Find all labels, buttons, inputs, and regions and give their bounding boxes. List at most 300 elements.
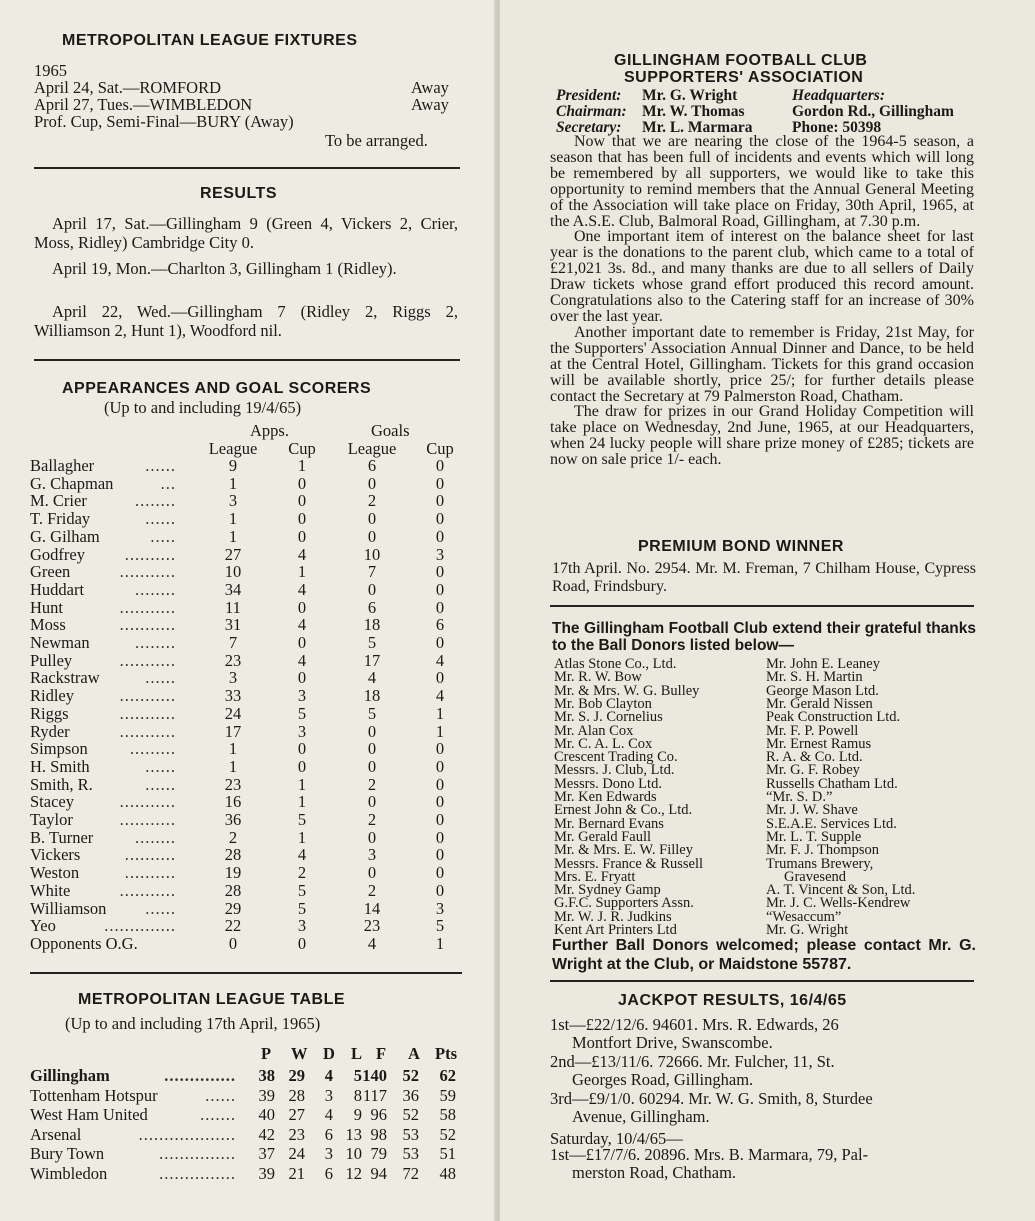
donor-name: George Mason Ltd.	[766, 682, 879, 699]
stat-cell: 0	[297, 491, 307, 511]
donor-name: S.E.A.E. Services Ltd.	[766, 815, 897, 832]
stat-cell: 0	[435, 668, 445, 688]
league-cell: 52	[439, 1124, 456, 1144]
leader-dots: ........	[135, 491, 176, 511]
stat-cell: 0	[297, 668, 307, 688]
stat-cell: 0	[435, 526, 445, 546]
stat-cell: 0	[435, 633, 445, 652]
league-cell: 5	[353, 1066, 362, 1085]
results-title: RESULTS	[200, 185, 277, 202]
stat-cell: 31	[224, 615, 242, 635]
stat-cell: 19	[224, 863, 242, 883]
donor-name: Mr. Sydney Gamp	[554, 882, 661, 899]
league-column-header: D	[323, 1044, 335, 1063]
leader-dots: ...........	[119, 562, 176, 582]
player-name: Taylor	[30, 810, 73, 829]
stat-cell: 17	[224, 721, 242, 741]
stat-cell: 29	[224, 898, 242, 918]
league-column-header: A	[408, 1044, 420, 1063]
league-cell: 37	[258, 1144, 275, 1164]
table-row	[0, 900, 496, 918]
column-header: League	[208, 439, 258, 458]
league-cell: 58	[439, 1105, 456, 1125]
table-row	[0, 581, 496, 599]
column-header: Cup	[288, 439, 316, 458]
donor-name: Messrs. France & Russell	[554, 855, 704, 872]
team-name: Tottenham Hotspur	[30, 1085, 158, 1105]
stat-cell: 1	[435, 933, 445, 953]
stat-cell: 1	[297, 774, 307, 794]
league-row	[0, 1165, 496, 1183]
stat-cell: 5	[297, 810, 307, 829]
divider	[550, 605, 974, 607]
stat-cell: 0	[435, 562, 445, 582]
league-column-header: W	[291, 1044, 308, 1063]
stat-cell: 2	[367, 810, 377, 829]
player-name: Ridley	[30, 686, 74, 706]
fixture-text: April 24, Sat.—ROMFORD	[34, 78, 222, 97]
stat-cell: 3	[228, 491, 238, 511]
stat-cell: 23	[224, 774, 242, 794]
donor-name: Crescent Trading Co.	[554, 749, 678, 766]
table-row	[0, 652, 496, 670]
stat-cell: 3	[367, 845, 377, 865]
officer-name: Mr. G. Wright	[642, 87, 738, 104]
stat-cell: 0	[297, 933, 307, 953]
stat-cell: 0	[367, 579, 377, 599]
stat-cell: 1	[297, 456, 307, 475]
stat-cell: 2	[297, 863, 307, 883]
stat-cell: 6	[367, 456, 377, 475]
stat-cell: 0	[297, 473, 307, 493]
officer-label: Headquarters:	[792, 87, 885, 104]
table-row	[0, 758, 496, 776]
fixture-venue: Away	[411, 78, 449, 97]
league-cell: 9	[353, 1105, 362, 1125]
donor-name: Mr. R. W. Bow	[554, 669, 642, 686]
donors-footer: Further Ball Donors welcomed; please contact Mr. G. Wright at the Club, or Maidstone 55787.	[552, 937, 976, 973]
leader-dots: ...............	[159, 1164, 236, 1183]
leader-dots: ........	[135, 579, 176, 599]
league-cell: 53	[402, 1124, 419, 1144]
donor-name: Mr. F. P. Powell	[766, 722, 859, 739]
stat-cell: 23	[224, 650, 242, 670]
player-name: Simpson	[30, 739, 88, 759]
leader-dots: ......	[205, 1085, 236, 1105]
stat-cell: 11	[225, 597, 241, 617]
table-row	[0, 510, 496, 528]
player-name: Smith, R.	[30, 774, 93, 794]
club-title-line1: GILLINGHAM FOOTBALL CLUB	[614, 52, 868, 69]
league-column-header: L	[351, 1044, 363, 1063]
stat-cell: 18	[363, 686, 381, 706]
column-header: League	[347, 439, 397, 458]
player-name: Stacey	[30, 792, 74, 812]
player-name: G. Chapman	[30, 473, 114, 493]
stat-cell: 3	[228, 668, 238, 688]
league-cell: 24	[288, 1144, 305, 1164]
stat-cell: 4	[297, 845, 307, 865]
stat-cell: 9	[228, 456, 238, 475]
leader-dots: ..............	[164, 1066, 236, 1085]
league-cell: 39	[258, 1164, 275, 1183]
league-cell: 13	[345, 1124, 362, 1144]
stat-cell: 1	[435, 703, 445, 723]
player-name: Yeo	[30, 916, 56, 936]
stat-cell: 1	[297, 562, 307, 582]
league-column-header: P	[261, 1044, 272, 1063]
premium-text: 17th April. No. 2954. Mr. M. Freman, 7 Chilham House, Cypress Road, Frindsbury.	[552, 560, 976, 595]
league-cell: 96	[370, 1105, 387, 1125]
club-paragraph: Now that we are nearing the close of the 1964-5 season, a season that has been full of incidents and events which will long be remembered by all supporters, we would like to take this opportunity to remind members that the Annual General Meeting of the Association will take place on Friday, 30th April, 1965, at the A.S.E. Club, Balmoral Road, Gillingham, at 7.30 p.m.	[550, 133, 974, 230]
leader-dots: ........	[135, 827, 176, 847]
stat-cell: 2	[367, 491, 377, 511]
player-name: B. Turner	[30, 827, 94, 847]
stat-cell: 6	[367, 597, 377, 617]
jackpot-line: 2nd—£13/11/6. 72666. Mr. Fulcher, 11, St.	[550, 1052, 835, 1071]
stat-cell: 0	[297, 633, 307, 652]
donor-name: Mr. Ken Edwards	[554, 789, 657, 805]
donor-name: Mr. S. H. Martin	[766, 669, 863, 686]
stat-cell: 22	[224, 916, 242, 936]
player-name: Green	[30, 562, 71, 582]
leader-dots: ........	[135, 633, 176, 652]
league-cell: 8	[353, 1085, 362, 1105]
stat-cell: 3	[297, 721, 307, 741]
table-row	[0, 616, 496, 634]
donor-name: Kent Art Printers Ltd	[554, 922, 677, 938]
apps-group-label: Apps.	[250, 421, 289, 440]
officer-label: Secretary:	[556, 119, 622, 136]
league-cell: 29	[288, 1066, 305, 1085]
league-cell: 52	[402, 1105, 419, 1125]
appearances-subtitle: (Up to and including 19/4/65)	[104, 398, 302, 417]
stat-cell: 4	[367, 668, 377, 688]
league-cell: 48	[439, 1164, 456, 1183]
stat-cell: 3	[435, 544, 445, 564]
result-item: April 19, Mon.—Charlton 3, Gillingham 1 (Ridley).	[52, 259, 397, 278]
stat-cell: 4	[297, 615, 307, 635]
donor-name: Messrs. Dono Ltd.	[554, 775, 662, 792]
league-row	[0, 1126, 496, 1144]
league-cell: 51	[439, 1144, 456, 1164]
league-cell: 36	[402, 1085, 419, 1105]
stat-cell: 1	[228, 526, 238, 546]
fixtures-title: METROPOLITAN LEAGUE FIXTURES	[62, 32, 358, 49]
league-cell: 10	[345, 1144, 362, 1164]
club-paragraph: Another important date to remember is Friday, 21st May, for the Supporters' Association Annual Dinner and Dance, to be held at the Central Hotel, Gillingham. Tickets for this grand occasion will be available shortly, price 25/; for further details please contact the Secretary at 79 Palmerston Road, Chatham.	[550, 323, 974, 405]
donor-name: Mr. J. W. Shave	[766, 802, 858, 819]
table-row	[0, 475, 496, 493]
player-name: Huddart	[30, 579, 85, 599]
stat-cell: 0	[435, 827, 445, 847]
saturday-line2: merston Road, Chatham.	[572, 1163, 737, 1182]
stat-cell: 23	[363, 916, 381, 936]
divider	[550, 980, 974, 982]
officer-detail: Gordon Rd., Gillingham	[792, 103, 954, 120]
donor-name: “Wesaccum”	[766, 908, 842, 925]
stat-cell: 5	[297, 880, 307, 900]
league-column-header: F	[376, 1044, 387, 1063]
jackpot-title: JACKPOT RESULTS, 16/4/65	[618, 992, 847, 1009]
fixtures-year: 1965	[34, 61, 67, 80]
league-cell: 6	[324, 1164, 333, 1183]
stat-cell: 0	[435, 597, 445, 617]
stat-cell: 0	[435, 756, 445, 776]
stat-cell: 4	[297, 650, 307, 670]
fixtures-note: To be arranged.	[325, 131, 428, 150]
stat-cell: 0	[435, 473, 445, 493]
stat-cell: 0	[367, 473, 377, 493]
table-row	[0, 811, 496, 829]
player-name: Riggs	[30, 703, 69, 723]
leader-dots: ...........	[119, 721, 176, 741]
jackpot-line: 1st—£22/12/6. 94601. Mrs. R. Edwards, 26	[550, 1015, 839, 1034]
donor-name: Mr. G. Wright	[766, 922, 849, 938]
leader-dots: .........	[129, 739, 176, 759]
stat-cell: 5	[297, 898, 307, 918]
stat-cell: 17	[363, 650, 381, 670]
league-cell: 38	[258, 1066, 275, 1085]
table-row	[0, 528, 496, 546]
donor-name: Mr. L. T. Supple	[766, 828, 862, 845]
leader-dots: ......	[145, 898, 176, 918]
league-cell: 4	[324, 1066, 333, 1085]
league-cell: 52	[402, 1066, 419, 1085]
player-name: Moss	[30, 615, 66, 635]
stat-cell: 1	[228, 509, 238, 529]
league-row	[0, 1067, 496, 1085]
stat-cell: 0	[435, 456, 445, 475]
leader-dots: ...........	[119, 703, 176, 723]
player-name: Pulley	[30, 650, 73, 670]
donor-name: Mr. W. J. R. Judkins	[554, 908, 672, 925]
table-row	[0, 599, 496, 617]
league-cell: 72	[402, 1164, 419, 1183]
donor-name: Peak Construction Ltd.	[766, 709, 901, 726]
team-name: Bury Town	[30, 1144, 105, 1164]
stat-cell: 3	[297, 916, 307, 936]
stat-cell: 27	[224, 544, 242, 564]
officer-name: Mr. L. Marmara	[642, 119, 753, 136]
player-name: White	[30, 880, 71, 900]
stat-cell: 0	[435, 509, 445, 529]
right-page	[500, 0, 1035, 1221]
leader-dots: ..........	[124, 845, 176, 865]
stat-cell: 5	[367, 703, 377, 723]
player-name: Ballagher	[30, 456, 95, 475]
league-cell: 140	[362, 1066, 387, 1085]
stat-cell: 24	[224, 703, 242, 723]
player-name: T. Friday	[30, 509, 91, 529]
donor-name: R. A. & Co. Ltd.	[766, 749, 863, 766]
stat-cell: 3	[297, 686, 307, 706]
league-cell: 40	[258, 1105, 275, 1125]
table-row	[0, 740, 496, 758]
leader-dots: ...........	[119, 880, 176, 900]
stat-cell: 0	[435, 774, 445, 794]
team-name: Gillingham	[30, 1066, 110, 1085]
stat-cell: 1	[435, 721, 445, 741]
donor-name: Mr. C. A. L. Cox	[554, 735, 653, 752]
league-cell: 3	[324, 1085, 333, 1105]
leader-dots: ......	[145, 774, 176, 794]
table-row	[0, 546, 496, 564]
leader-dots: ......	[145, 456, 176, 475]
player-name: Godfrey	[30, 544, 85, 564]
donor-name: Mr. Ernest Ramus	[766, 735, 872, 752]
donor-name: Mr. Bob Clayton	[554, 695, 652, 712]
club-title-line2: SUPPORTERS' ASSOCIATION	[624, 69, 864, 86]
stat-cell: 16	[224, 792, 242, 812]
stat-cell: 18	[363, 615, 381, 635]
stat-cell: 5	[435, 916, 445, 936]
stat-cell: 0	[297, 739, 307, 759]
player-name: Opponents O.G.	[30, 933, 138, 953]
donor-name: Mr. Gerald Faull	[554, 828, 652, 845]
leader-dots: ..........	[124, 544, 176, 564]
table-row	[0, 829, 496, 847]
league-cell: 42	[258, 1124, 275, 1144]
donor-name: Messrs. J. Club, Ltd.	[554, 762, 675, 779]
donor-name: A. T. Vincent & Son, Ltd.	[766, 882, 916, 899]
leader-dots: ...............	[159, 1144, 236, 1164]
table-row	[0, 687, 496, 705]
jackpot-line: Georges Road, Gillingham.	[572, 1070, 754, 1089]
stat-cell: 0	[297, 756, 307, 776]
player-name: Newman	[30, 633, 90, 652]
league-cell: 4	[324, 1105, 333, 1125]
league-cell: 27	[288, 1105, 305, 1125]
divider	[34, 167, 460, 169]
league-cell: 6	[324, 1124, 333, 1144]
donor-name: G.F.C. Supporters Assn.	[554, 895, 694, 912]
result-item: April 17, Sat.—Gillingham 9 (Green 4, Vickers 2, Crier, Moss, Ridley) Cambridge City 0.	[34, 214, 458, 252]
player-name: Ryder	[30, 721, 70, 741]
leader-dots: ......	[145, 668, 176, 688]
league-cell: 62	[439, 1066, 456, 1085]
table-row	[0, 634, 496, 652]
table-row	[0, 776, 496, 794]
league-row	[0, 1087, 496, 1105]
jackpot-line: Avenue, Gillingham.	[572, 1107, 710, 1126]
leader-dots: ...................	[138, 1124, 236, 1144]
stat-cell: 2	[367, 880, 377, 900]
stat-cell: 0	[297, 526, 307, 546]
stat-cell: 4	[435, 650, 445, 670]
player-name: M. Crier	[30, 491, 87, 511]
league-cell: 79	[370, 1144, 387, 1164]
stat-cell: 0	[435, 491, 445, 511]
stat-cell: 0	[435, 792, 445, 812]
stat-cell: 0	[435, 863, 445, 883]
premium-text-box	[552, 560, 976, 596]
stat-cell: 7	[367, 562, 377, 582]
stat-cell: 0	[297, 509, 307, 529]
team-name: Arsenal	[30, 1124, 82, 1144]
leader-dots: .......	[200, 1105, 236, 1125]
leader-dots: .....	[150, 526, 176, 546]
stat-cell: 0	[367, 509, 377, 529]
donor-name: Russells Chatham Ltd.	[766, 775, 898, 792]
stat-cell: 4	[435, 686, 445, 706]
officer-detail: Phone: 50398	[792, 119, 882, 136]
club-text	[550, 134, 974, 468]
stat-cell: 5	[367, 633, 377, 652]
appearances-title: APPEARANCES AND GOAL SCORERS	[62, 380, 372, 397]
player-name: Vickers	[30, 845, 81, 865]
leader-dots: ...........	[119, 615, 176, 635]
league-cell: 98	[370, 1124, 387, 1144]
stat-cell: 0	[367, 792, 377, 812]
league-table-subtitle: (Up to and including 17th April, 1965)	[65, 1014, 321, 1033]
stat-cell: 10	[224, 562, 242, 582]
league-cell: 53	[402, 1144, 419, 1164]
donor-name: Mr. Bernard Evans	[554, 815, 664, 832]
stat-cell: 0	[367, 827, 377, 847]
leader-dots: ...........	[119, 810, 176, 829]
fixture-text: April 27, Tues.—WIMBLEDON	[34, 95, 253, 114]
table-row	[0, 846, 496, 864]
donor-name: Gravesend	[784, 868, 847, 885]
leader-dots: ...........	[119, 650, 176, 670]
divider	[30, 972, 462, 974]
donor-name: Mr. & Mrs. W. G. Bulley	[554, 682, 700, 699]
stat-cell: 0	[367, 756, 377, 776]
stat-cell: 1	[228, 473, 238, 493]
result-item: April 22, Wed.—Gillingham 7 (Ridley 2, Riggs 2, Williamson 2, Hunt 1), Woodford nil.	[34, 302, 458, 340]
donor-name: Mr. G. F. Robey	[766, 762, 860, 779]
leader-dots: ......	[145, 509, 176, 529]
goals-group-label: Goals	[371, 421, 410, 440]
league-cell: 21	[288, 1164, 305, 1183]
officer-label: Chairman:	[556, 103, 627, 120]
player-name: G. Gilham	[30, 526, 100, 546]
left-page	[0, 0, 496, 1221]
donor-name: Ernest John & Co., Ltd.	[554, 802, 693, 819]
league-cell: 117	[362, 1085, 387, 1105]
player-name: Rackstraw	[30, 668, 100, 688]
donor-name: Mr. S. J. Cornelius	[554, 709, 663, 726]
jackpot-line: Montfort Drive, Swanscombe.	[572, 1033, 773, 1052]
stat-cell: 7	[228, 633, 238, 652]
table-row	[0, 492, 496, 510]
league-cell: 23	[288, 1124, 305, 1144]
stat-cell: 0	[367, 721, 377, 741]
stat-cell: 36	[224, 810, 242, 829]
stat-cell: 0	[435, 845, 445, 865]
leader-dots: ...........	[119, 686, 176, 706]
stat-cell: 4	[297, 544, 307, 564]
league-cell: 39	[258, 1085, 275, 1105]
stat-cell: 1	[297, 827, 307, 847]
leader-dots: ...........	[119, 792, 176, 812]
stat-cell: 4	[367, 933, 377, 953]
club-paragraph: The draw for prizes in our Grand Holiday Competition will take place on Wednesday, 2nd June, 1965, at our Headquarters, when 24 lucky people will share prize money of £285; tickets are now on sale price 1/- each.	[550, 403, 974, 469]
fixture-text: Prof. Cup, Semi-Final—BURY (Away)	[34, 112, 294, 131]
officer-name: Mr. W. Thomas	[642, 103, 745, 120]
donor-name: Atlas Stone Co., Ltd.	[554, 656, 677, 672]
table-row	[0, 864, 496, 882]
league-cell: 3	[324, 1144, 333, 1164]
divider	[34, 359, 460, 361]
donors-intro: The Gillingham Football Club extend their grateful thanks to the Ball Donors listed below—	[552, 620, 976, 654]
stat-cell: 0	[435, 810, 445, 829]
donor-name: Mr. John E. Leaney	[766, 656, 880, 672]
leader-dots: ...	[160, 473, 176, 493]
saturday-label: Saturday, 10/4/65—	[550, 1129, 683, 1148]
donor-name: Mr. Alan Cox	[554, 722, 634, 739]
